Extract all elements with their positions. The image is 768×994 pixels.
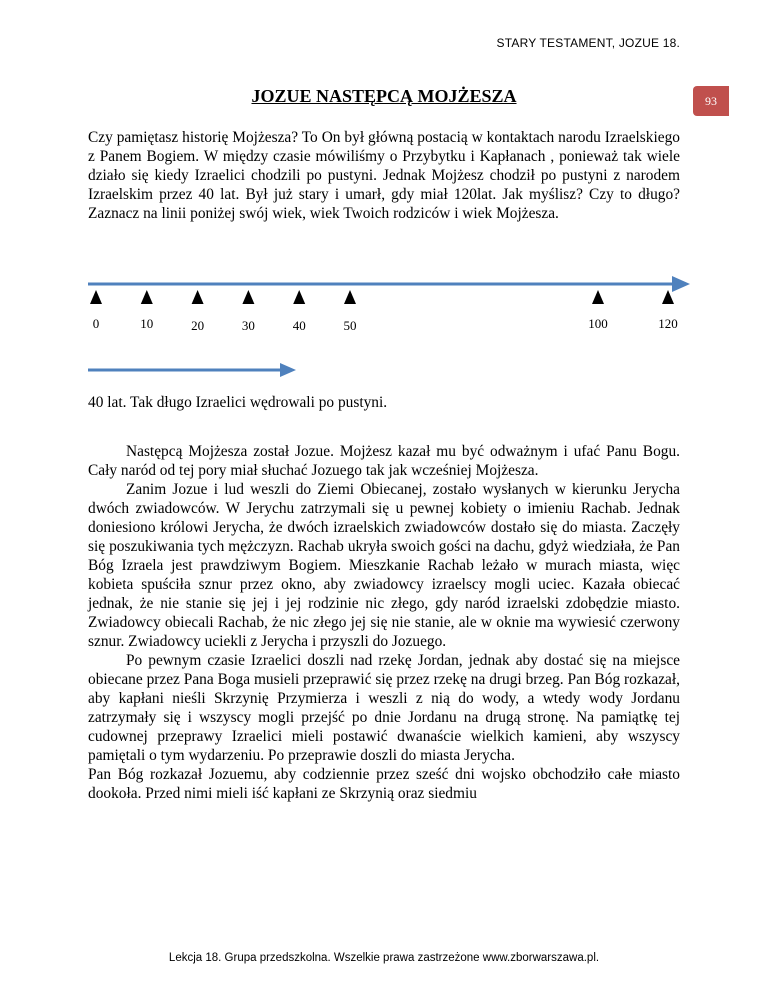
intro-paragraph: Czy pamiętasz historię Mojżesza? To On był główną postacią w kontaktach narodu Izraelskiego z Panem Bogiem. W między czasie mówiliśmy o Przybytku i Kapłanach , ponieważ tak wiele działo się kiedy Izraelici chodzili po pustyni. Jednak Mojżesz chodził po pustyni z narodem Izraelskim przez 40 lat. Był już stary i umarł, gdy miał 120lat. Jak myślisz? Czy to długo? Zaznacz na linii poniżej swój wiek, wiek Twoich rodziców i wiek Mojżesza.	[88, 129, 680, 222]
desert-years-arrowhead	[280, 363, 296, 377]
story-paragraph-2: Zanim Jozue i lud weszli do Ziemi Obiecanej, zostało wysłanych w kierunku Jerycha dwóch zwiadowców. W Jerychu zatrzymali się u pewnej kobiety o imieniu Rachab. Jednak doniesiono królowi Jerycha, że dwóch izraelskich zwiadowców dostało się do miasta. Zaczęły się poszukiwania tych mężczyzn. Rachab ukryła swoich gości na dachu, gdyż wiedziała, że Pan Bóg Izraela jest prawdziwym Bogiem. Mieszkanie Rachab leżało w murach miasta, więc kobieta spuściła sznur przez okno, aby zwiadowcy izraelscy mogli uciec. Kazała obiecać jednak, że nie stanie się jej i jej rodzinie nic złego, gdy naród izraelski zdobędzie miasto. Zwiadowcy obiecali Rachab, że nic złego jej się nie stanie, ale w oknie ma wywiesić czerwony sznur. Zwiadowcy uciekli z Jerycha i przyszli do Jozuego.	[88, 481, 680, 650]
timeline-marker-120	[662, 290, 674, 304]
timeline-label-100: 100	[588, 316, 608, 331]
page-title: JOZUE NASTĘPCĄ MOJŻESZA	[251, 86, 517, 106]
timeline-label-30: 30	[241, 318, 255, 333]
desert-years-graphic	[86, 362, 300, 378]
timeline-label-10: 10	[140, 316, 154, 331]
timeline-marker-100	[592, 290, 604, 304]
timeline-marker-0	[90, 290, 102, 304]
story-paragraph-4: Pan Bóg rozkazał Jozuemu, aby codziennie przez sześć dni wojsko obchodziło całe miasto dookoła. Przed nimi mieli iść kapłani ze Skrzynią oraz siedmiu	[88, 766, 680, 802]
story-paragraph-1: Następcą Mojżesza został Jozue. Mojżesz kazał mu być odważnym i ufać Panu Bogu. Cały naród od tej pory miał słuchać Jozuego tak jak wcześniej Mojżesza.	[88, 443, 680, 479]
timeline-label-40: 40	[292, 318, 306, 333]
timeline-marker-40	[293, 290, 305, 304]
story-paragraph-3: Po pewnym czasie Izraelici doszli nad rzekę Jordan, jednak aby dostać się na miejsce obiecane przez Pana Boga musieli przeprawić się przez rzekę na drugi brzeg. Pan Bóg rozkazał, aby kapłani nieśli Skrzynię Przymierza i weszli z nią do wody, a wtedy wody Jordanu zatrzymały się i wszyscy mogli przejść po dnie Jordanu na drugą stronę. Na pamiątkę tej cudownej przeprawy Izraelici mieli postawić dwanaście wielkich kamieni, aby wszyscy pamiętali o tym wydarzeniu. Po przeprawie doszli do miasta Jerycha.	[88, 652, 680, 764]
page-footer: Lekcja 18. Grupa przedszkolna. Wszelkie prawa zastrzeżone www.zborwarszawa.pl.	[168, 952, 600, 964]
page-number-badge: 93	[693, 86, 729, 116]
age-timeline	[86, 274, 696, 344]
timeline-label-20: 20	[191, 318, 205, 333]
timeline-graphic	[86, 274, 696, 314]
timeline-label-50: 50	[343, 318, 357, 333]
desert-years-arrow	[86, 362, 300, 378]
desert-years-caption: 40 lat. Tak długo Izraelici wędrowali po pustyni.	[88, 394, 388, 411]
timeline-marker-20	[192, 290, 204, 304]
timeline-marker-10	[141, 290, 153, 304]
timeline-label-0: 0	[92, 316, 100, 331]
running-header: STARY TESTAMENT, JOZUE 18.	[496, 36, 680, 50]
story-text	[88, 442, 680, 803]
timeline-label-120: 120	[658, 316, 678, 331]
timeline-marker-50	[344, 290, 356, 304]
timeline-arrowhead	[672, 276, 690, 292]
timeline-marker-30	[242, 290, 254, 304]
